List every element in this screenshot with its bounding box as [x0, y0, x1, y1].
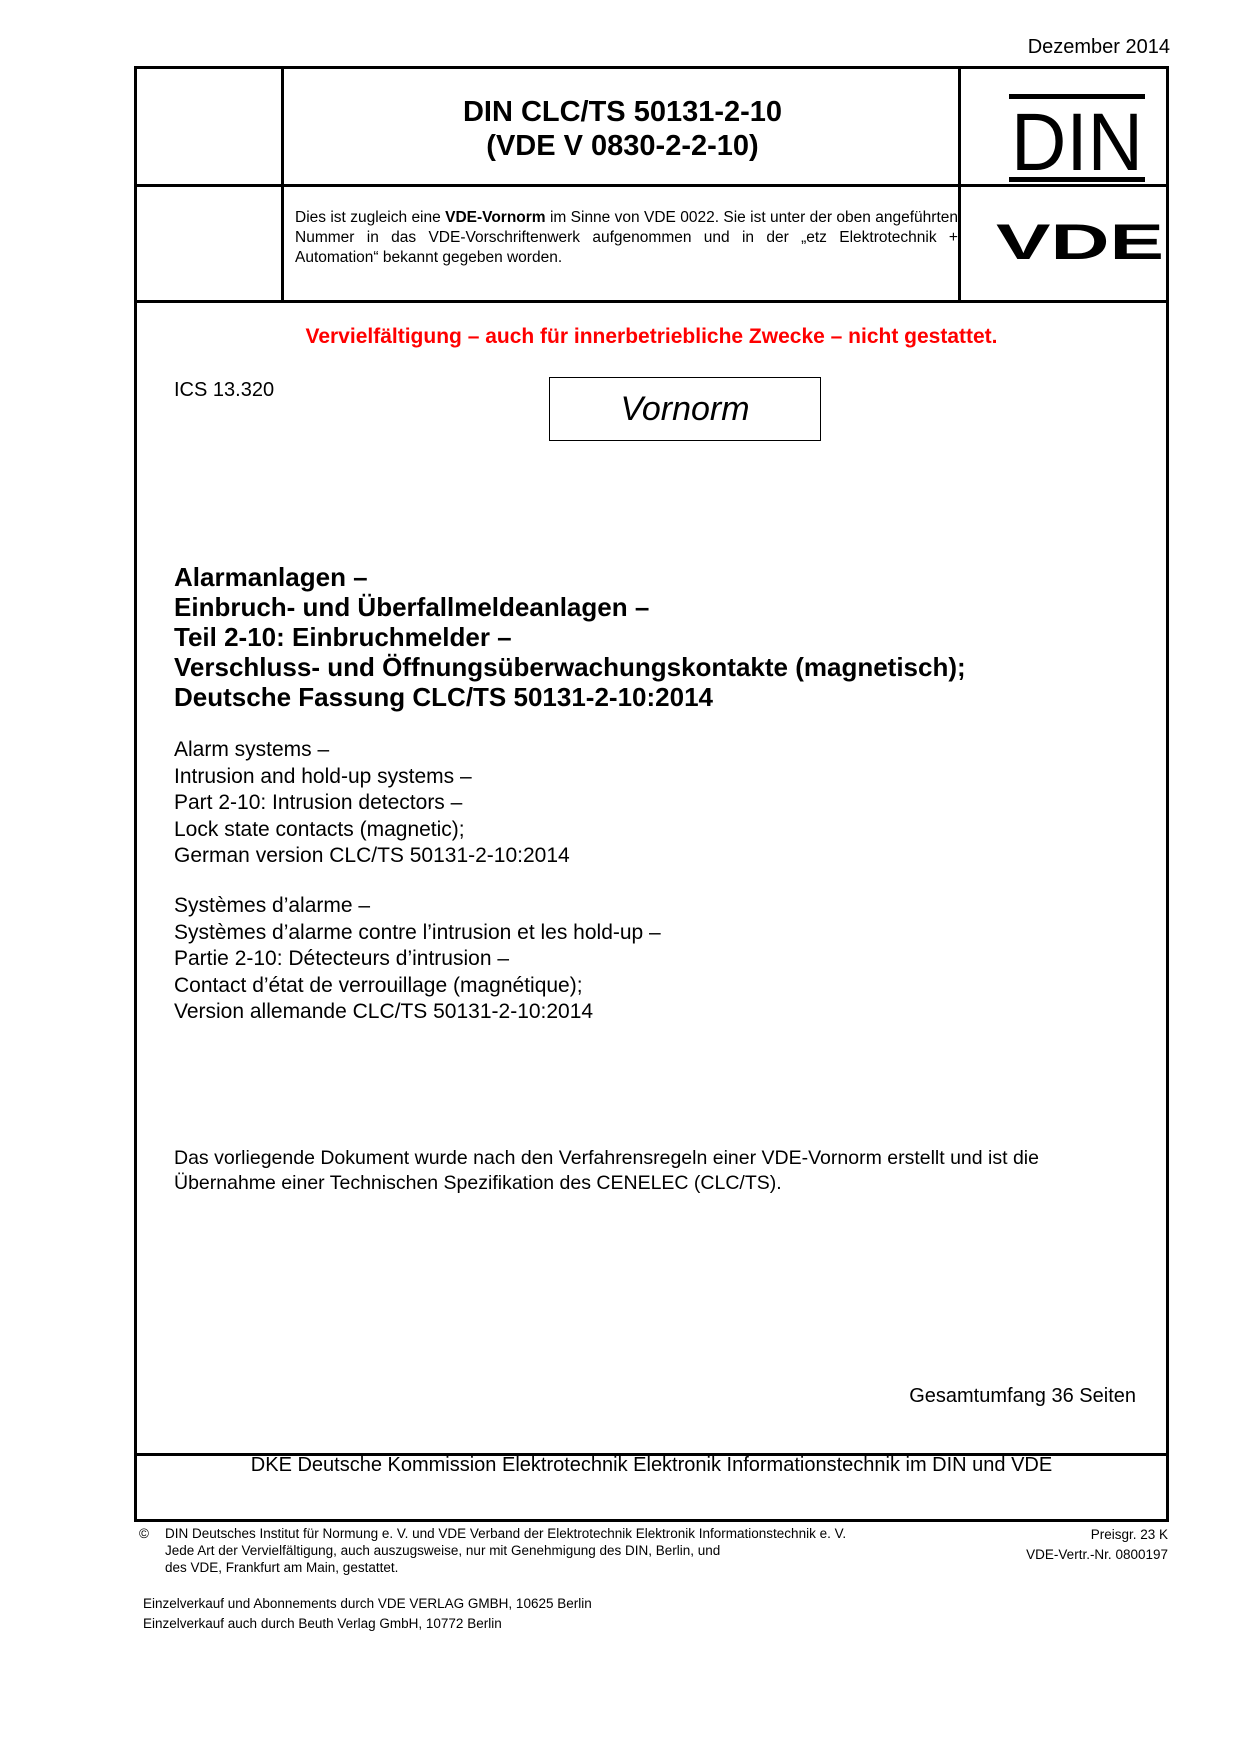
document-number — [287, 95, 958, 163]
din-logo — [1007, 91, 1159, 189]
total-pages: Gesamtumfang 36 Seiten — [909, 1385, 1136, 1407]
copyright-line: Jede Art der Vervielfältigung, auch auszugsweise, nur mit Genehmigung des DIN, Berlin, und — [165, 1543, 721, 1558]
divider — [137, 300, 1166, 303]
reproduction-warning: Vervielfältigung – auch für innerbetriebliche Zwecke – nicht gestattet. — [305, 325, 998, 348]
title-french — [174, 893, 661, 1026]
sales-info — [143, 1594, 592, 1634]
title-line: German version CLC/TS 50131-2-10:2014 — [174, 844, 570, 867]
title-english — [174, 737, 570, 870]
note-bold: VDE-Vornorm — [445, 209, 546, 226]
dke-committee: DKE Deutsche Kommission Elektrotechnik Elektronik Informationstechnik im DIN und VDE — [250, 1454, 1053, 1476]
title-line: Einbruch- und Überfallmeldeanlagen – — [174, 592, 650, 622]
publication-date: Dezember 2014 — [1027, 36, 1170, 58]
document-description — [174, 1146, 1134, 1196]
copyright-line: DIN Deutsches Institut für Normung e. V. und VDE Verband der Elektrotechnik Elektronik Informationstechnik e. V. — [165, 1526, 847, 1541]
vde-logo — [993, 211, 1168, 271]
divider — [281, 69, 284, 303]
description-line: Übernahme einer Technischen Spezifikation des CENELEC (CLC/TS). — [174, 1172, 782, 1194]
copyright-line: des VDE, Frankfurt am Main, gestattet. — [165, 1560, 399, 1575]
price-info — [1026, 1525, 1168, 1565]
title-line: Alarmanlagen – — [174, 562, 368, 592]
title-german — [174, 562, 966, 712]
note-text: Dies ist zugleich eine — [295, 209, 446, 226]
vde-number: (VDE V 0830-2-2-10) — [486, 130, 759, 162]
status-badge: Vornorm — [549, 377, 821, 441]
title-line: Deutsche Fassung CLC/TS 50131-2-10:2014 — [174, 682, 713, 712]
title-line: Teil 2-10: Einbruchmelder – — [174, 622, 512, 652]
copyright-icon: © — [139, 1526, 149, 1541]
cover-frame — [134, 66, 1169, 1522]
title-line: Partie 2-10: Détecteurs d’intrusion – — [174, 947, 510, 970]
title-line: Verschluss- und Öffnungsüberwachungskontakte (magnetisch); — [174, 652, 966, 682]
din-logo-text: DIN — [1011, 97, 1143, 188]
title-line: Contact d’état de verrouillage (magnétique); — [174, 973, 583, 997]
vde-order-number: VDE-Vertr.-Nr. 0800197 — [1026, 1547, 1168, 1562]
vde-logo-text: VDE — [996, 214, 1164, 270]
price-group: Preisgr. 23 K — [1090, 1527, 1168, 1542]
title-line: Systèmes d’alarme contre l’intrusion et les hold-up – — [174, 920, 661, 944]
title-line: Systèmes d’alarme – — [174, 894, 371, 917]
note-text: im Sinne von VDE 0022. Sie ist unter der oben angeführten Nummer in das VDE-Vorschriftenwerk aufgenommen und in der „etz Elektrotechnik + Automation“ bekannt gegeben worden. — [295, 209, 958, 266]
divider — [958, 69, 961, 303]
title-line: Lock state contacts (magnetic); — [174, 817, 465, 841]
din-number: DIN CLC/TS 50131-2-10 — [462, 96, 783, 128]
title-line: Part 2-10: Intrusion detectors – — [174, 791, 463, 814]
ics-code: ICS 13.320 — [174, 379, 275, 401]
vde-note — [295, 208, 958, 268]
copyright-notice — [139, 1525, 847, 1576]
title-line: Intrusion and hold-up systems – — [174, 764, 472, 788]
description-line: Das vorliegende Dokument wurde nach den Verfahrensregeln einer VDE-Vornorm erstellt und ist die — [174, 1147, 1039, 1169]
title-line: Alarm systems – — [174, 738, 330, 761]
sales-line: Einzelverkauf auch durch Beuth Verlag GmbH, 10772 Berlin — [143, 1616, 502, 1631]
title-line: Version allemande CLC/TS 50131-2-10:2014 — [174, 1000, 594, 1023]
sales-line: Einzelverkauf und Abonnements durch VDE VERLAG GMBH, 10625 Berlin — [143, 1596, 592, 1611]
